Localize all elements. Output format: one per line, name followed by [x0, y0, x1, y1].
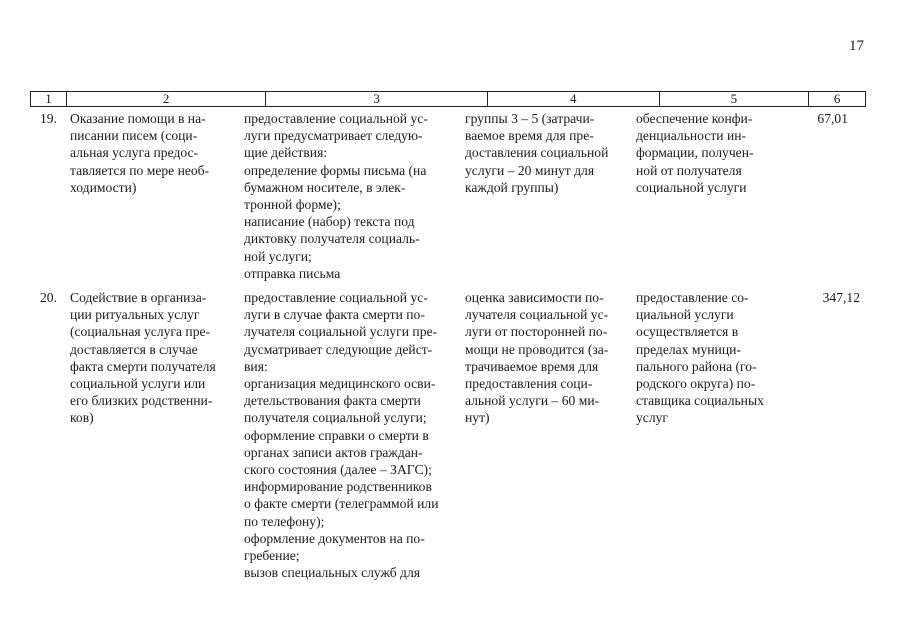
column-number-3: 3: [266, 92, 487, 106]
service-price: 347,12: [822, 290, 860, 305]
column-number-5: 5: [660, 92, 810, 106]
page-number: 17: [849, 38, 864, 54]
service-conditions: обеспечение конфи- денциальности ин- формации, получен- ной от получателя социальной услуги: [636, 111, 754, 195]
service-standard: оценка зависимости по- лучателя социальной ус- луги от посторонней по- мощи не проводится (за- трачиваемое время для предоставления соци- альной услуги – 60 ми- нут): [465, 290, 609, 426]
row-number: 20.: [40, 290, 57, 305]
column-number-2: 2: [67, 92, 267, 106]
column-number-6: 6: [833, 91, 841, 106]
service-name: Содействие в организа- ции ритуальных услуг (социальная услуга пре- доставляется в случае факта смерти получателя социальной услуги или его близких родственни- ков): [70, 290, 216, 426]
service-standard: группы 3 – 5 (затрачи- ваемое время для пре- доставления социальной услуги – 20 минут для каждой группы): [465, 111, 609, 195]
service-price: 67,01: [817, 111, 848, 126]
service-name: Оказание помощи в на- писании писем (соци- альная услуга предос- тавляется по мере необ- ходимости): [70, 111, 210, 195]
service-conditions: предоставление со- циальной услуги осуществляется в пределах муници- пального района (го- родского округа) по- ставщика социальных услуг: [636, 290, 764, 426]
service-description: предоставление социальной ус- луги предусматривает следую- щие действия: определение формы письма (на бумажном носителе, в элек- тронной форме); написание (набор) текста под диктовку получателя социаль- ной услуги; отправка письма: [244, 111, 428, 281]
column-number-4: 4: [488, 92, 660, 106]
column-number-1: 1: [31, 92, 67, 106]
row-number: 19.: [40, 111, 57, 126]
service-description: предоставление социальной ус- луги в случае факта смерти по- лучателя социальной услуги пре- дусматривает следующие дейст- вия: организация медицинского осви- детельствования факта смерти получателя социальной услуги; оформление справки о смерти в органах записи актов граждан- ского состояния (далее – ЗАГС); информирование родственников о факте смерти (телеграммой или по телефону); оформление документов на по- гребение; вызов специальных служб для: [244, 290, 439, 581]
table-column-numbers-header: [30, 91, 866, 107]
